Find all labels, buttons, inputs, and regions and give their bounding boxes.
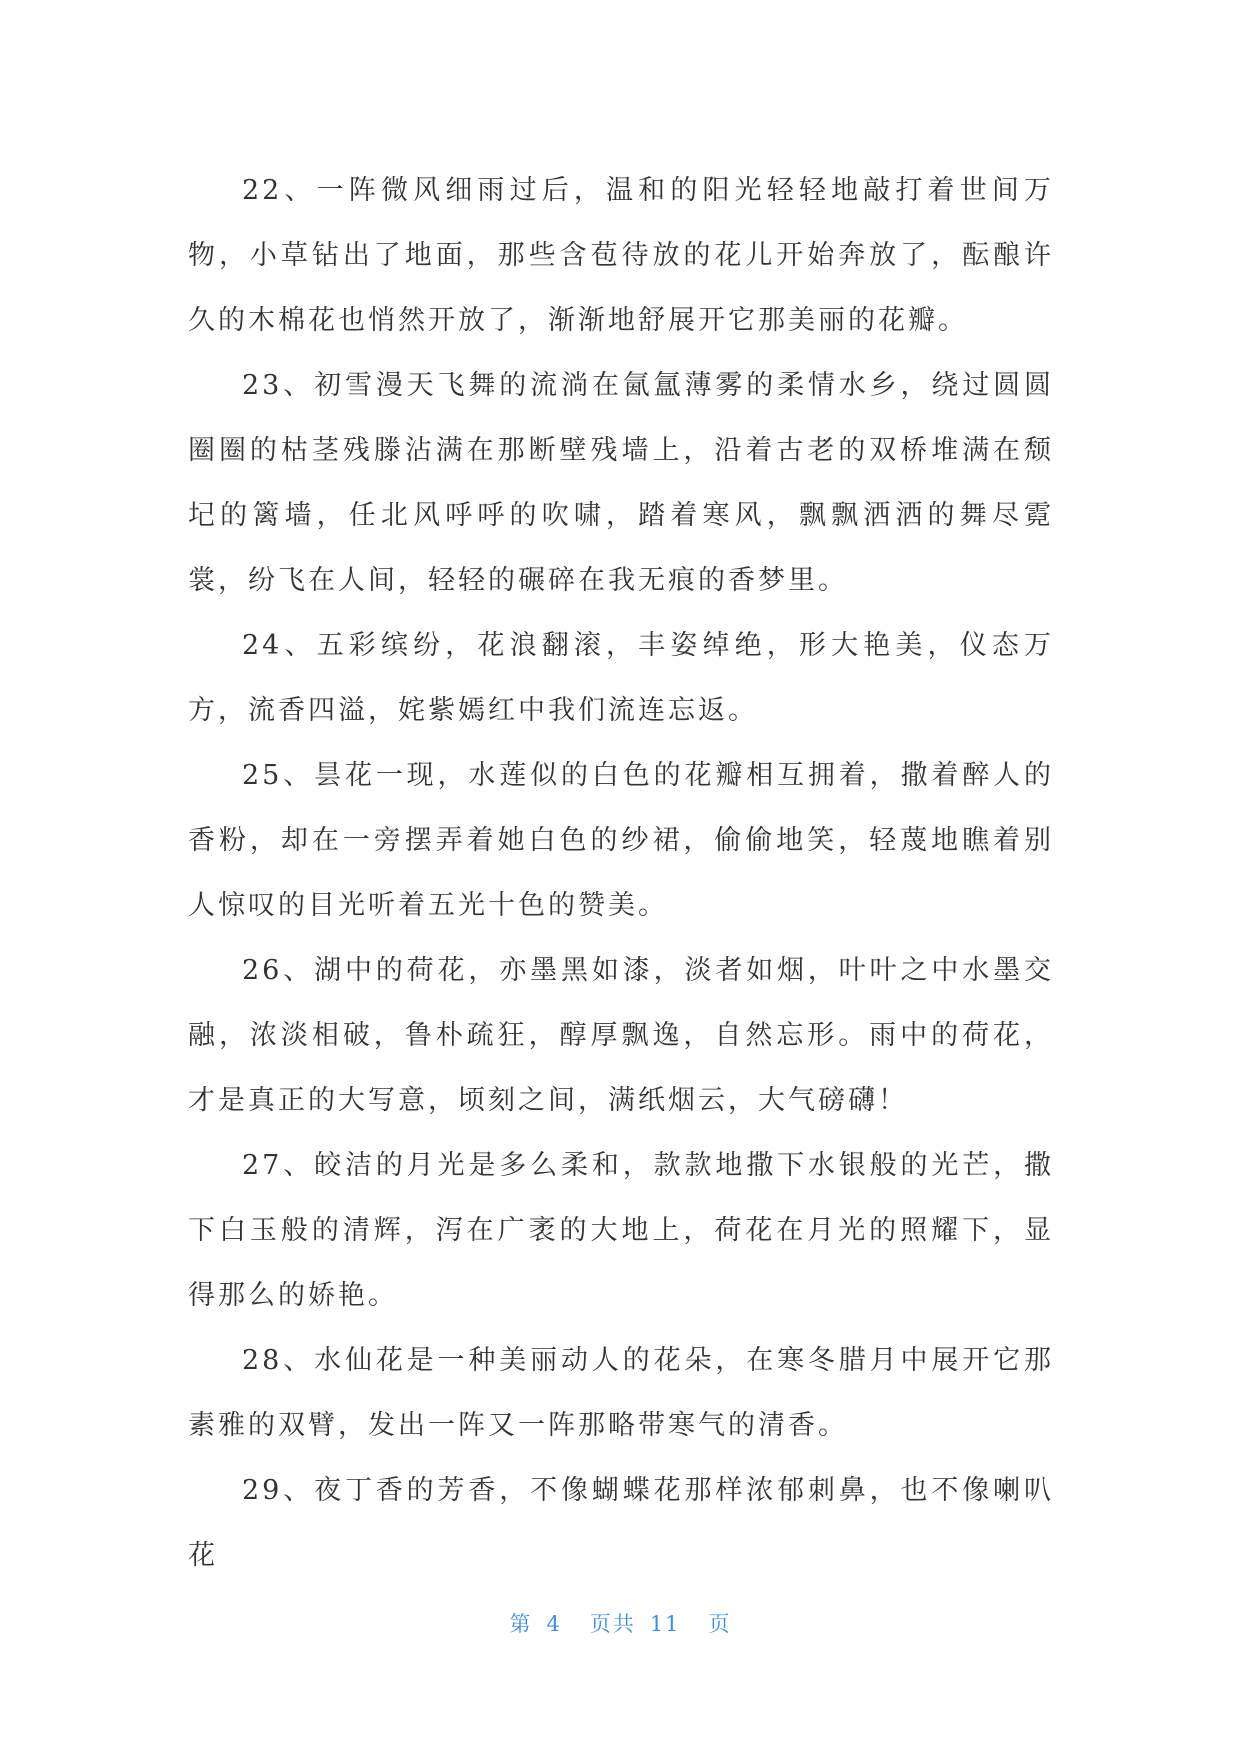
- footer-middle: 页共: [589, 1612, 636, 1636]
- footer-suffix: 页: [708, 1612, 732, 1636]
- paragraph-26: 26、湖中的荷花，亦墨黑如漆，淡者如烟，叶叶之中水墨交融，浓淡相破，鲁朴疏狂，醇厚飘逸，自然忘形。雨中的荷花，才是真正的大写意，顷刻之间，满纸烟云，大气磅礴！: [188, 955, 1054, 1116]
- footer-current-page: 4: [546, 1612, 562, 1636]
- paragraph-24: 24、五彩缤纷，花浪翻滚，丰姿绰绝，形大艳美，仪态万方，流香四溢，姹紫嫣红中我们流连忘返。: [188, 630, 1054, 726]
- paragraph-25: 25、昙花一现，水莲似的白色的花瓣相互拥着，撒着醉人的香粉，却在一旁摆弄着她白色的纱裙，偷偷地笑，轻蔑地瞧着别人惊叹的目光听着五光十色的赞美。: [188, 760, 1054, 921]
- paragraph-29: 29、夜丁香的芳香，不像蝴蝶花那样浓郁刺鼻，也不像喇叭花: [188, 1475, 1054, 1571]
- paragraph-27: 27、皎洁的月光是多么柔和，款款地撒下水银般的光芒，撒下白玉般的清辉，泻在广袤的大地上，荷花在月光的照耀下，显得那么的娇艳。: [188, 1150, 1054, 1311]
- document-body: [188, 158, 1054, 1588]
- paragraph-22: 22、一阵微风细雨过后，温和的阳光轻轻地敲打着世间万物，小草钻出了地面，那些含苞待放的花儿开始奔放了，酝酿许久的木棉花也悄然开放了，渐渐地舒展开它那美丽的花瓣。: [188, 175, 1054, 336]
- footer-total-pages: 11: [649, 1612, 681, 1636]
- footer-prefix: 第: [509, 1612, 533, 1636]
- page-footer: [0, 1608, 1241, 1638]
- paragraph-23: 23、初雪漫天飞舞的流淌在氤氲薄雾的柔情水乡，绕过圆圆圈圈的枯茎残滕沾满在那断壁残墙上，沿着古老的双桥堆满在颓圮的篱墙，任北风呼呼的吹啸，踏着寒风，飘飘洒洒的舞尽霓裳，纷飞在人间，轻轻的碾碎在我无痕的香梦里。: [188, 370, 1054, 596]
- paragraph-28: 28、水仙花是一种美丽动人的花朵，在寒冬腊月中展开它那素雅的双臂，发出一阵又一阵那略带寒气的清香。: [188, 1345, 1054, 1441]
